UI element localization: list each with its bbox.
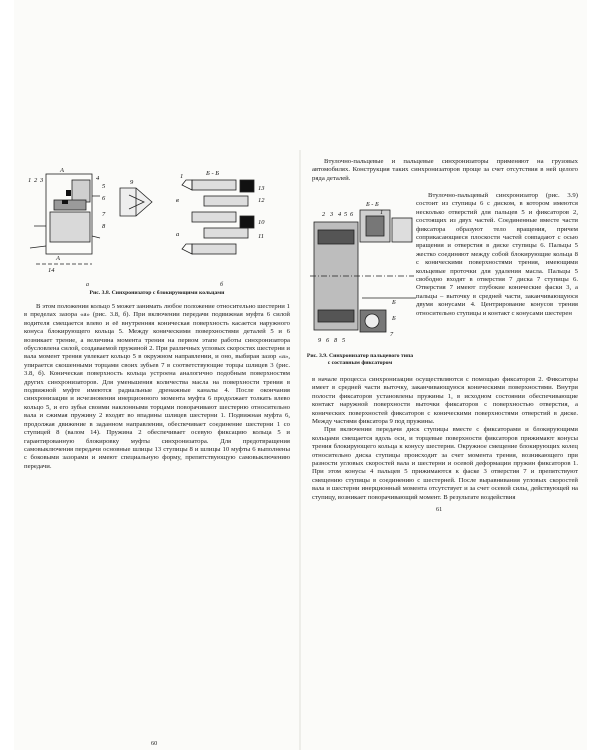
right-body-text [312,376,578,502]
fig38-mark-1: 2 [34,177,38,184]
fig38-mark-b3: 12 [258,197,265,204]
fig39-mark-0: Б - Б [366,201,379,208]
fig39-mark-4: 4 [338,211,342,218]
fig39-mark-2: 2 [322,211,326,218]
figure-3-8 [26,166,286,276]
figure-3-9-caption: Рис. 3.9. Синхронизатор пальцевого типа с составным фиксатором [306,353,414,366]
fig38-mark-7: 7 [102,211,106,218]
right-intro-paragraph: Втулочно-пальцевые и пальцевые синхронизаторы применяют на грузовых автомобилях. Конструкция таких синхронизаторов проще за счет отсутствия в ней целого ряда деталей. [312,158,578,182]
page-number-left: 60 [151,740,158,747]
fig39-mark-3: 3 [330,211,334,218]
fig39-mark-9: 7 [390,331,394,338]
right-paragraph-1: в начале процесса синхронизации осуществляются с помощью фиксаторов 2. Фиксаторы имеет в средней части выточку, заканчивающуюся коническими поверхностями. Внутри полости фиксаторов установлены пружины 1, в исходном состоянии обеспечивающие контакт наружной поверхности выточки фиксаторов с поверхностью отверстия, а конических поверхностей фиксаторов с коническими поверхностями отверстий в диске. Между частями фиксатора 9 под пружины. [312,376,578,426]
fig38-mark-b6: в [176,197,179,204]
fig38-mark-0: 1 [28,177,32,184]
fig38-mark-b4: 10 [258,219,265,226]
right-wrap-paragraph: Втулочно-пальцевый синхронизатор (рис. 3.9) состоит из ступицы 6 с диском, в котором имеются несколько отверстий для пальцев 5 и фиксаторов 2, состоящих из двух частей. Соединенные вместе части фиксатора образуют тело вращения, причем соприкасающиеся плоскости частей совпадают с осью вращения и отверстия в диске ступицы 6. Пальцы 5 жестко соединяют между собой блокирующие кольца 8 с коническими поверхностями трения, имеющими кольцевые проточки для удаления масла. Пальцы 5 свободно входят в отверстия 7 диска 7 ступицы 6. Отверстия 7 имеют глубокие конические фаски 3, а пальцы – выточку в средней части, заканчивающуюся двумя конусами 4. Центрирование конусов трения относительно ступицы и контакт с конусами шестерен [416,192,578,317]
figure-3-8-caption-label: Рис. 3.8. [89,290,111,296]
fig39-mark-5: 5 [344,211,348,218]
right-page [300,150,587,750]
fig39-mark-7: Б [392,299,396,306]
page-number-right: 61 [436,506,443,513]
fig38-mark-10: А [56,255,60,262]
fig38-mark-b5: 11 [258,233,265,240]
figure-3-8-label-a: а [86,282,89,288]
fig39-mark-6: 6 [350,211,354,218]
fig39-mark-10: 9 [318,337,322,344]
figure-3-8-caption-text: Синхронизатор с блокирующими кольцами [111,290,225,296]
left-paragraph: В этом положении кольцо 5 может занимать любое положение относительно шестерни 1 в пределах зазора «а» (рис. 3.8, б). При включении передачи подвижная муфта 6 силой водителя смещается влево и её внутренняя коническая поверхность касается наружного конуса блокирующего кольца 5. Между коническими поверхностями деталей 5 и 6 возникает трение, а величина момента трения на первом этапе работы синхронизатора обусловлена силой, создаваемой пружиной 2. При различных угловых скоростях шестерни и вала момент трения увлекает кольцо 5 в окружном направлении, и оно, выбирая зазор «а», упирается скошенными торцами своих зубьев 7 в соответствующие торцы шлицев 3 (рис. 3.8, б). Коническая поверхность кольца устроена аналогично подобным поверхностям других синхронизаторов. Для уменьшения количества масла на поверхности трения в подвижной муфте имеются радиальные дренажные каналы 4. После окончания синхронизации и исчезновения инерционного момента муфта 6 продолжает толкать влево кольцо 5, и его зубья своими наклонными торцами поворачивают шестерню относительно вала и сжимая пружину 2 входят во впадины шлицев шестерни 1. Подвижная муфта 6, продолжая движение в заданном направлении, обеспечивает соединение шестерни 1 со ступицей 8 (валом 14). Пружина 2 обеспечивает осевую фиксацию кольца 5 и гарантированную блокировку муфты синхронизатора. Для предотвращения самовыключения передачи основные шлицы 13 ступицы 8 и шлицы 10 муфты 6 выполнены с боковыми зазорами и имеют специальную форму, препятствующую самовыключению передачи. [24,303,290,470]
fig38-mark-6: 6 [102,195,106,202]
fig38-mark-2: 3 [40,177,44,184]
fig38-mark-8: 8 [102,223,106,230]
fig39-mark-11: 6 [326,337,330,344]
fig39-mark-1: 1 [380,209,384,216]
fig38-mark-5: 5 [102,183,106,190]
fig39-mark-13: 5 [342,337,346,344]
fig38-mark-b2: 1 [180,173,184,180]
fig38-mark-b1: 13 [258,185,265,192]
right-intro-text [312,158,578,183]
left-body-text [24,303,290,471]
fig39-mark-8: Б [392,315,396,322]
fig38-mark-4: 4 [96,175,100,182]
fig39-mark-12: 8 [334,337,338,344]
fig38-mark-b0: Б - Б [206,170,220,177]
fig38-mark-3: А [60,167,64,174]
figure-3-8-label-b: б [220,282,224,288]
figure-3-8-caption [14,290,300,297]
right-paragraph-2: При включении передачи диск ступицы вместе с фиксаторами и блокирующими кольцами смещается вдоль оси, и торцевые поверхности фиксаторов прижимают конусы трения блокирующего кольца к конусу шестерни. Окружное смещение блокирующих колец относительно диска ступицы происходит за счет момента трения, возникающего при разности угловых скоростей вала и шестерни и осевой деформации пружин фиксаторов 1. При этом конусы 4 пальцев 5 прижимаются к фаске 3 отверстия 7 и препятствуют смещению ступицы в соединению с шестерней. После выравнивания угловых скоростей вала и шестерни инерционный момента отсутствует и за счет осевой силы, действующей на ступицу, возникает поворачивающий момент. В результате воздействия [312,426,578,501]
fig38-mark-11: 14 [48,267,55,274]
right-wrap-text [416,192,578,318]
fig38-mark-9: 9 [130,179,134,186]
left-page [14,150,300,750]
fig38-mark-b7: а [176,231,180,238]
